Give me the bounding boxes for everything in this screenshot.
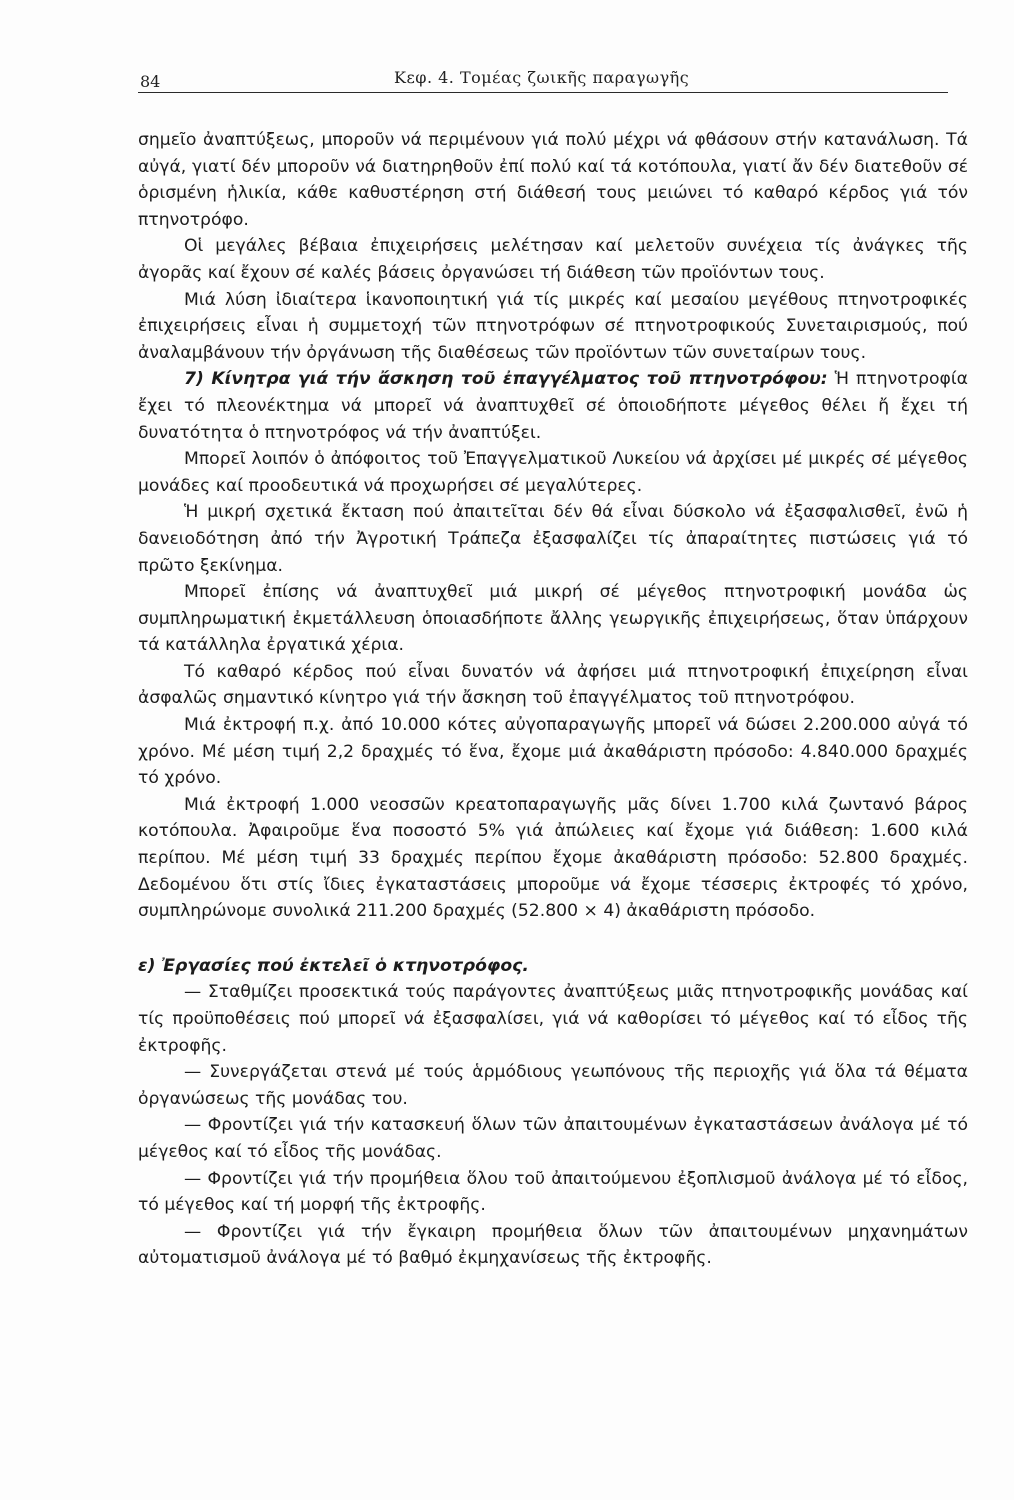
paragraph: Μπορεῖ λοιπόν ὁ ἀπόφοιτος τοῦ Ἐπαγγελματικοῦ Λυκείου νά ἀρχίσει μέ μικρές σέ μέγεθος μονάδες καί προοδευτικά νά προχωρήσει σέ μεγαλύτερες.: [138, 449, 968, 496]
paragraph-incentives: [138, 366, 968, 446]
paragraph: Μπορεῖ ἐπίσης νά ἀναπτυχθεῖ μιά μικρή σέ μέγεθος πτηνοτροφική μονάδα ὡς συμπληρωματική ἐκμετάλλευση ὁποιασδήποτε ἄλλης γεωργικῆς ἐπιχειρήσεως, ὅταν ὑπάρχουν τά κατάλληλα ἐργατικά χέρια.: [138, 582, 968, 656]
running-title: Κεφ. 4. Τομέας ζωικῆς παραγωγῆς: [394, 68, 690, 87]
page-body: [138, 127, 968, 1272]
paragraph: Μιά λύση ἰδιαίτερα ἱκανοποιητική γιά τίς μικρές καί μεσαίου μεγέθους πτηνοτροφικές ἐπιχειρήσεις εἶναι ἡ συμμετοχή τῶν πτηνοτρόφων σέ πτηνοτροφικούς Συνεταιρισμούς, πού ἀναλαμβάνουν τήν ὀργάνωση τῆς διαθέσεως τῶν προϊόντων τῶν συνεταίρων τους.: [138, 289, 968, 363]
page-header: [138, 66, 948, 93]
list-item: — Σταθμίζει προσεκτικά τούς παράγοντες ἀναπτύξεως μιᾶς πτηνοτροφικῆς μονάδας καί τίς προϋποθέσεις πού μπορεῖ νά ἐξασφαλίσει, γιά νά καθορίσει τό μέγεθος καί τό εἶδος τῆς ἐκτροφῆς.: [138, 982, 968, 1056]
page-number: 84: [140, 72, 161, 91]
list-item: — Συνεργάζεται στενά μέ τούς ἁρμόδιους γεωπόνους τῆς περιοχῆς γιά ὅλα τά θέματα ὀργανώσεως τῆς μονάδας του.: [138, 1062, 968, 1109]
paragraph-continuation: σημεῖο ἀναπτύξεως, μποροῦν νά περιμένουν γιά πολύ μέχρι νά φθάσουν στήν κατανάλωση. Τά αὐγά, γιατί δέν μποροῦν νά διατηρηθοῦν ἐπί πολύ καί τά κοτόπουλα, γιατί ἄν δέν διατεθοῦν σέ ὁρισμένη ἡλικία, κάθε καθυστέρηση στή διάθεσή τους μειώνει τό καθαρό κέρδος γιά τόν πτηνοτρόφο.: [138, 130, 968, 230]
paragraph: Ἡ μικρή σχετικά ἔκταση πού ἀπαιτεῖται δέν θά εἶναι δύσκολο νά ἐξασφαλισθεῖ, ἐνῶ ἡ δανειοδότηση ἀπό τήν Ἀγροτική Τράπεζα ἐξασφαλίζει τίς ἀπαραίτητες πιστώσεις γιά τό πρῶτο ξεκίνημα.: [138, 502, 968, 576]
list-item: — Φροντίζει γιά τήν ἔγκαιρη προμήθεια ὅλων τῶν ἀπαιτουμένων μηχανημάτων αὐτοματισμοῦ ἀνάλογα μέ τό βαθμό ἐκμηχανίσεως τῆς ἐκτροφῆς.: [138, 1221, 968, 1269]
section-heading: ε) Ἐργασίες πού ἐκτελεῖ ὁ κτηνοτρόφος.: [138, 955, 529, 976]
subsection-heading: 7) Κίνητρα γιά τήν ἄσκηση τοῦ ἐπαγγέλματος τοῦ πτηνοτρόφου:: [184, 369, 828, 390]
list-item: — Φροντίζει γιά τήν προμήθεια ὅλου τοῦ ἀπαιτούμενου ἐξοπλισμοῦ ἀνάλογα μέ τό εἶδος, τό μέγεθος καί τή μορφή τῆς ἐκτροφῆς.: [138, 1168, 968, 1216]
list-item: — Φροντίζει γιά τήν κατασκευή ὅλων τῶν ἀπαιτουμένων ἐγκαταστάσεων ἀνάλογα μέ τό μέγεθος καί τό εἶδος τῆς μονάδας.: [138, 1115, 968, 1162]
paragraph: Μιά ἐκτροφή π.χ. ἀπό 10.000 κότες αὐγοπαραγωγῆς μπορεῖ νά δώσει 2.200.000 αὐγά τό χρόνο. Μέ μέση τιμή 2,2 δραχμές τό ἕνα, ἔχομε μιά ἀκαθάριστη πρόσοδο: 4.840.000 δραχμές τό χρόνο.: [138, 715, 968, 789]
paragraph: Οἱ μεγάλες βέβαια ἐπιχειρήσεις μελέτησαν καί μελετοῦν συνέχεια τίς ἀνάγκες τῆς ἀγορᾶς καί ἔχουν σέ καλές βάσεις ὀργανώσει τή διάθεση τῶν προϊόντων τους.: [138, 236, 968, 283]
paragraph: Μιά ἐκτροφή 1.000 νεοσσῶν κρεατοπαραγωγῆς μᾶς δίνει 1.700 κιλά ζωντανό βάρος κοτόπουλα. Ἀφαιροῦμε ἕνα ποσοστό 5% γιά ἀπώλειες καί ἔχομε γιά διάθεση: 1.600 κιλά περίπου. Μέ μέση τιμή 33 δραχμές περίπου ἔχομε ἀκαθάριστη πρόσοδο: 52.800 δραχμές. Δεδομένου ὅτι στίς ἴδιες ἐγκαταστάσεις μποροῦμε νά ἔχομε τέσσερις ἐκτροφές τό χρόνο, συμπληρώνομε συνολικά 211.200 δραχμές (52.800 × 4) ἀκαθάριστη πρόσοδο.: [138, 794, 968, 922]
paragraph-text: Ἡ πτηνοτροφία ἔχει τό πλεονέκτημα νά μπορεῖ νά ἀναπτυχθεῖ σέ ὁποιοδήποτε μέγεθος θέλει ἤ ἔχει τή δυνατότητα ὁ πτηνοτρόφος νά τήν ἀναπτύξει.: [138, 369, 969, 443]
paragraph: Τό καθαρό κέρδος πού εἶναι δυνατόν νά ἀφήσει μιά πτηνοτροφική ἐπιχείρηση εἶναι ἀσφαλῶς σημαντικό κίνητρο γιά τήν ἄσκηση τοῦ ἐπαγγέλματος τοῦ πτηνοτρόφου.: [138, 661, 968, 709]
